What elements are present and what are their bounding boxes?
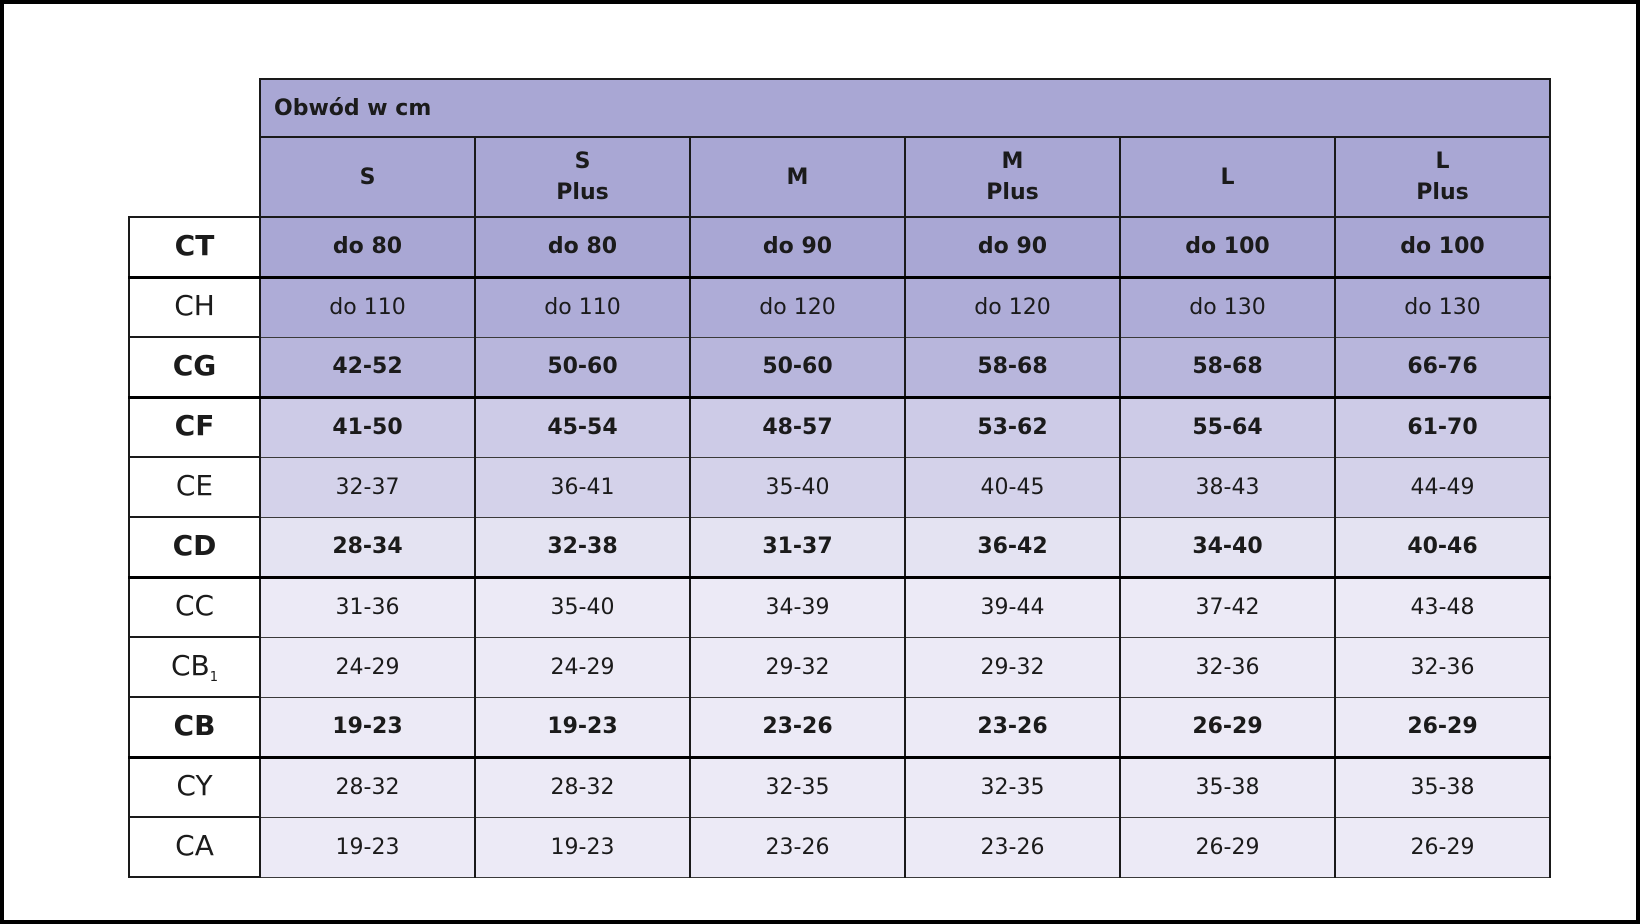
- table-cell: 35-38: [1120, 757, 1335, 817]
- table-cell: 36-41: [475, 457, 690, 517]
- table-cell: 58-68: [905, 337, 1120, 397]
- size-header-m-plus: M Plus: [905, 137, 1120, 217]
- table-cell: 28-34: [260, 517, 475, 577]
- size-header-m: M: [690, 137, 905, 217]
- table-cell: do 80: [260, 217, 475, 277]
- corner-blank: [129, 137, 260, 217]
- table-cell: 32-37: [260, 457, 475, 517]
- table-cell: 31-36: [260, 577, 475, 637]
- table-cell: 58-68: [1120, 337, 1335, 397]
- table-row: [129, 457, 1550, 517]
- table-cell: 23-26: [690, 817, 905, 877]
- table-row: [129, 817, 1550, 877]
- table-cell: 35-40: [690, 457, 905, 517]
- table-cell: 35-38: [1335, 757, 1550, 817]
- table-cell: do 120: [690, 277, 905, 337]
- table-cell: 50-60: [690, 337, 905, 397]
- size-header-s: S: [260, 137, 475, 217]
- table-cell: do 90: [905, 217, 1120, 277]
- table-cell: do 130: [1120, 277, 1335, 337]
- size-header-l: L: [1120, 137, 1335, 217]
- table-cell: 40-45: [905, 457, 1120, 517]
- table-cell: do 110: [475, 277, 690, 337]
- table-cell: 45-54: [475, 397, 690, 457]
- row-label: CY: [129, 757, 260, 817]
- table-cell: 50-60: [475, 337, 690, 397]
- table-cell: 29-32: [690, 637, 905, 697]
- table-cell: 31-37: [690, 517, 905, 577]
- table-row: [129, 397, 1550, 457]
- table-cell: 66-76: [1335, 337, 1550, 397]
- table-cell: 36-42: [905, 517, 1120, 577]
- table-cell: 42-52: [260, 337, 475, 397]
- table-row: [129, 757, 1550, 817]
- table-cell: 24-29: [260, 637, 475, 697]
- size-header-l-plus: L Plus: [1335, 137, 1550, 217]
- table-cell: 19-23: [475, 817, 690, 877]
- table-cell: do 120: [905, 277, 1120, 337]
- table-row: [129, 697, 1550, 757]
- table-row: [129, 217, 1550, 277]
- table-cell: 53-62: [905, 397, 1120, 457]
- table-cell: 37-42: [1120, 577, 1335, 637]
- size-chart-table: [128, 78, 1551, 878]
- table-title-row: [129, 79, 1550, 137]
- row-label: CT: [129, 217, 260, 277]
- table-cell: 24-29: [475, 637, 690, 697]
- table-cell: 19-23: [260, 817, 475, 877]
- table-cell: 40-46: [1335, 517, 1550, 577]
- table-cell: 55-64: [1120, 397, 1335, 457]
- table-cell: do 80: [475, 217, 690, 277]
- corner-blank: [129, 79, 260, 137]
- table-cell: do 110: [260, 277, 475, 337]
- table-cell: 44-49: [1335, 457, 1550, 517]
- table-cell: 34-39: [690, 577, 905, 637]
- table-row: [129, 577, 1550, 637]
- table-cell: 35-40: [475, 577, 690, 637]
- row-label: CF: [129, 397, 260, 457]
- table-title: Obwód w cm: [260, 79, 1550, 137]
- row-label: CC: [129, 577, 260, 637]
- table-cell: 32-35: [690, 757, 905, 817]
- table-row: [129, 277, 1550, 337]
- table-cell: do 90: [690, 217, 905, 277]
- table-cell: 32-38: [475, 517, 690, 577]
- table-cell: do 100: [1120, 217, 1335, 277]
- table-cell: 19-23: [475, 697, 690, 757]
- table-cell: 26-29: [1335, 697, 1550, 757]
- table-cell: 34-40: [1120, 517, 1335, 577]
- row-label: CG: [129, 337, 260, 397]
- table-cell: 19-23: [260, 697, 475, 757]
- row-label: CH: [129, 277, 260, 337]
- row-label: CD: [129, 517, 260, 577]
- table-cell: 39-44: [905, 577, 1120, 637]
- table-cell: 43-48: [1335, 577, 1550, 637]
- row-label: CE: [129, 457, 260, 517]
- table-cell: 48-57: [690, 397, 905, 457]
- table-cell: 23-26: [905, 697, 1120, 757]
- table-cell: do 130: [1335, 277, 1550, 337]
- table-row: [129, 637, 1550, 697]
- row-label: CA: [129, 817, 260, 877]
- table-cell: 29-32: [905, 637, 1120, 697]
- table-cell: 32-36: [1335, 637, 1550, 697]
- table-cell: 32-35: [905, 757, 1120, 817]
- table-cell: 26-29: [1120, 817, 1335, 877]
- table-cell: 28-32: [260, 757, 475, 817]
- table-cell: 28-32: [475, 757, 690, 817]
- table-cell: 32-36: [1120, 637, 1335, 697]
- table-cell: 23-26: [905, 817, 1120, 877]
- table-row: [129, 517, 1550, 577]
- table-cell: 61-70: [1335, 397, 1550, 457]
- row-label: $CB_1$: [129, 637, 260, 697]
- table-row: [129, 337, 1550, 397]
- table-cell: 23-26: [690, 697, 905, 757]
- size-header-row: [129, 137, 1550, 217]
- table-cell: 26-29: [1335, 817, 1550, 877]
- table-cell: do 100: [1335, 217, 1550, 277]
- row-label: CB: [129, 697, 260, 757]
- table-cell: 38-43: [1120, 457, 1335, 517]
- size-header-s-plus: S Plus: [475, 137, 690, 217]
- table-cell: 41-50: [260, 397, 475, 457]
- table-cell: 26-29: [1120, 697, 1335, 757]
